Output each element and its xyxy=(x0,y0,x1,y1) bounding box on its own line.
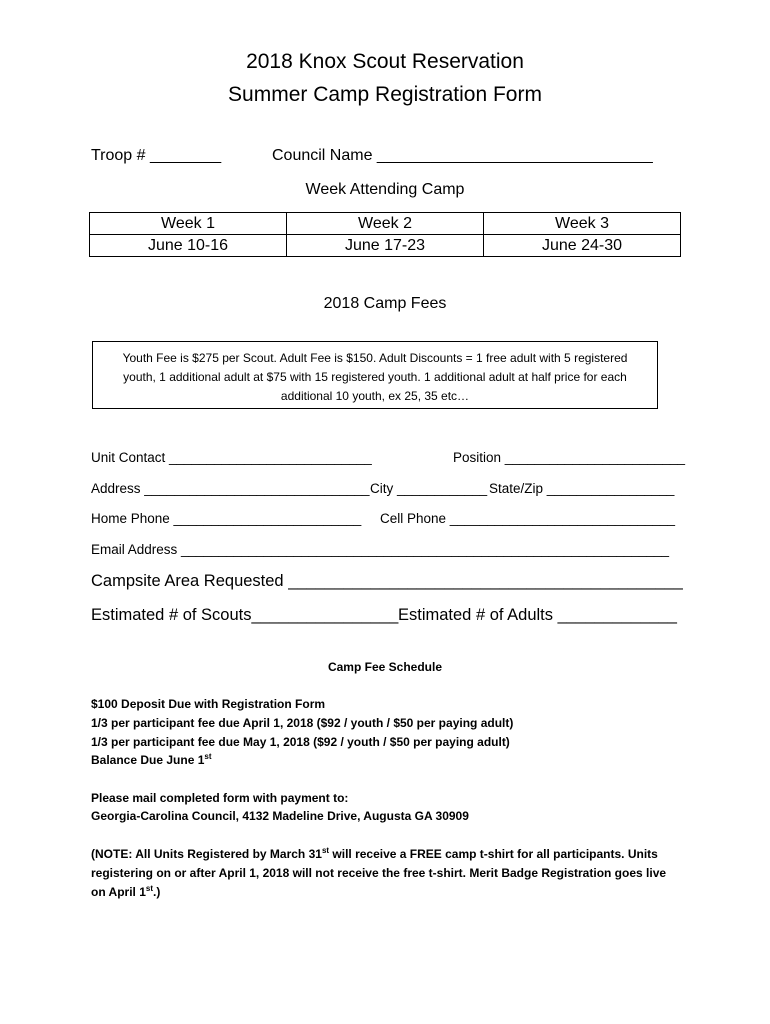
note-line-1 xyxy=(91,847,658,861)
council-field[interactable]: Council Name _______________________________ xyxy=(272,147,653,164)
campsite-field[interactable]: Campsite Area Requested ___________________________________________ xyxy=(91,572,683,590)
schedule-balance xyxy=(91,753,212,767)
fees-heading: 2018 Camp Fees xyxy=(323,295,447,312)
balance-sup: st xyxy=(204,752,212,761)
fees-box xyxy=(92,341,658,409)
schedule-deposit: $100 Deposit Due with Registration Form xyxy=(91,697,326,711)
note-part1: (NOTE: All Units Registered by March 31 xyxy=(91,847,322,861)
week-dates-row xyxy=(90,235,681,257)
fees-line-3: additional 10 youth, ex 25, 35 etc… xyxy=(280,389,470,403)
note-line3-sup: st xyxy=(145,884,154,893)
schedule-may: 1/3 per participant fee due May 1, 2018 ($92 / youth / $50 per paying adult) xyxy=(91,735,510,749)
cell-phone-field[interactable]: Cell Phone ______________________________ xyxy=(380,511,676,526)
mail-heading: Please mail completed form with payment to: xyxy=(91,791,349,805)
week-heading: Week Attending Camp xyxy=(305,181,465,198)
note-line3-end: .) xyxy=(153,885,161,899)
unit-contact-field[interactable]: Unit Contact ___________________________ xyxy=(91,450,372,465)
email-field[interactable]: Email Address _________________________________________________________________ xyxy=(91,542,670,557)
week-3-dates[interactable]: June 24-30 xyxy=(484,235,681,257)
estimated-adults-field[interactable]: Estimated # of Adults _____________ xyxy=(398,606,677,624)
week-1-name[interactable]: Week 1 xyxy=(90,213,287,235)
week-2-name[interactable]: Week 2 xyxy=(287,213,484,235)
note-line-3 xyxy=(91,885,160,899)
schedule-heading: Camp Fee Schedule xyxy=(327,660,443,674)
troop-field[interactable]: Troop # ________ xyxy=(91,147,222,164)
week-3-name[interactable]: Week 3 xyxy=(484,213,681,235)
schedule-april: 1/3 per participant fee due April 1, 2018 ($92 / youth / $50 per paying adult) xyxy=(91,716,514,730)
week-2-dates[interactable]: June 17-23 xyxy=(287,235,484,257)
address-field[interactable]: Address ______________________________ xyxy=(91,481,370,496)
mail-address: Georgia-Carolina Council, 4132 Madeline Drive, Augusta GA 30909 xyxy=(91,809,469,823)
city-field[interactable]: City ____________ xyxy=(370,481,488,496)
form-title-line1: 2018 Knox Scout Reservation xyxy=(246,50,524,73)
note-part2: will receive a FREE camp t-shirt for all participants. Units xyxy=(329,847,658,861)
position-field[interactable]: Position ________________________ xyxy=(453,450,685,465)
week-table xyxy=(89,212,681,257)
fees-line-2: youth, 1 additional adult at $75 with 15 registered youth. 1 additional adult at half price for each xyxy=(123,370,627,384)
week-names-row xyxy=(90,213,681,235)
note-line-2: registering on or after April 1, 2018 will not receive the free t-shirt. Merit Badge Registration goes live xyxy=(91,866,667,880)
balance-text: Balance Due June 1 xyxy=(91,753,205,767)
note-line3-text: on April 1 xyxy=(91,885,146,899)
home-phone-field[interactable]: Home Phone _________________________ xyxy=(91,511,362,526)
estimated-scouts-field[interactable]: Estimated # of Scouts________________ xyxy=(91,606,399,624)
fees-line-1: Youth Fee is $275 per Scout. Adult Fee is $150. Adult Discounts = 1 free adult with 5 registered xyxy=(122,351,628,365)
week-1-dates[interactable]: June 10-16 xyxy=(90,235,287,257)
note-part1-sup: st xyxy=(321,846,330,855)
state-zip-field[interactable]: State/Zip _________________ xyxy=(489,481,675,496)
form-title-line2: Summer Camp Registration Form xyxy=(228,83,542,106)
